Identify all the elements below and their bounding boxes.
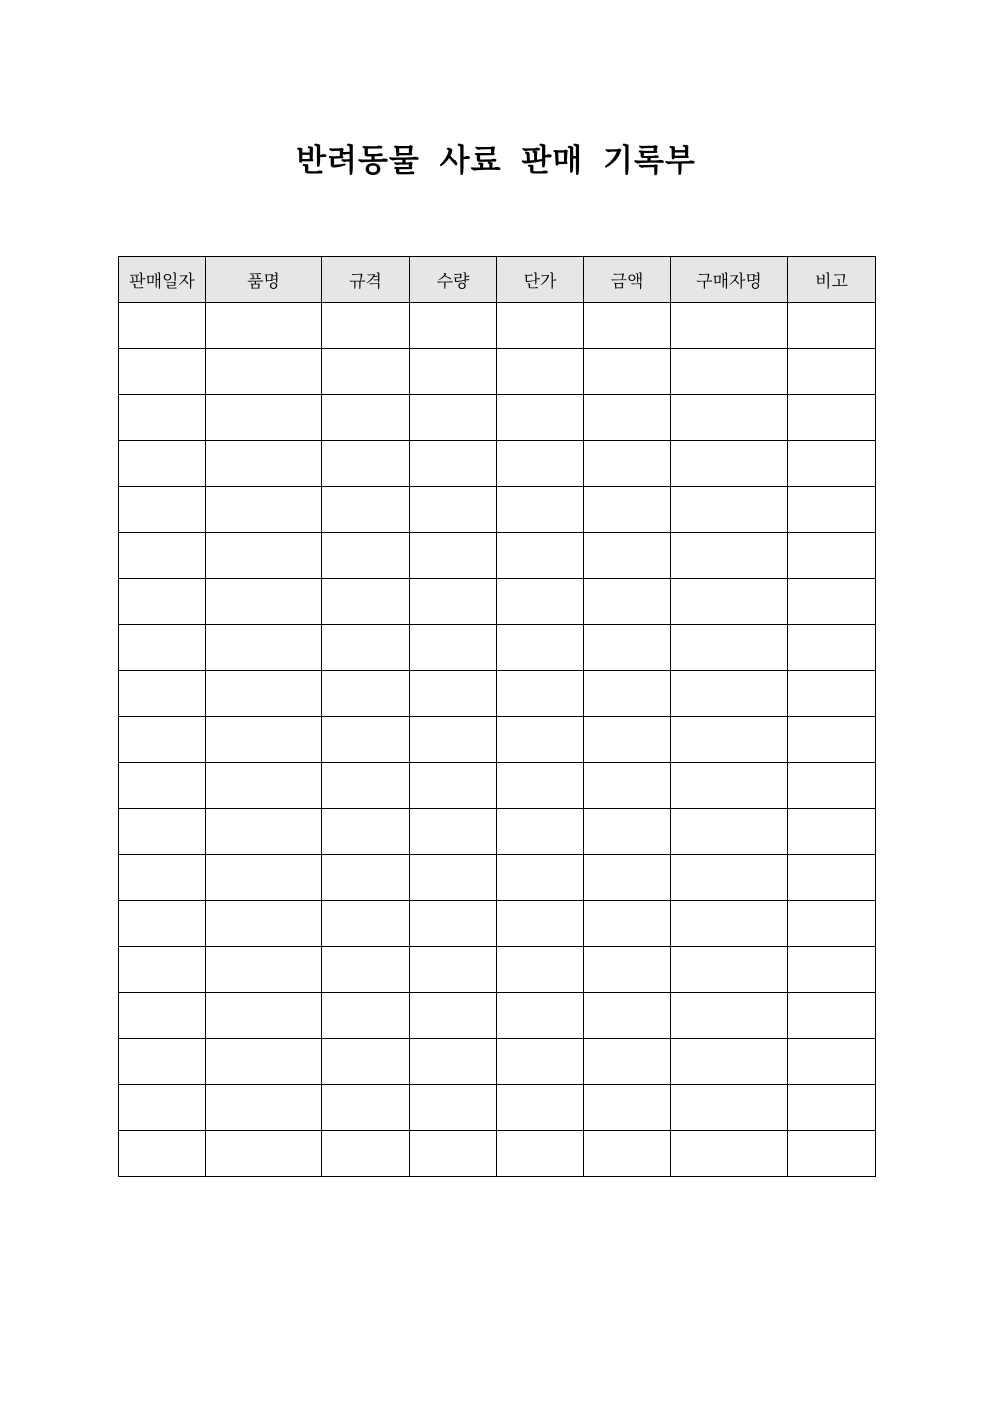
cell-remarks[interactable]: [788, 303, 876, 349]
cell-specification[interactable]: [322, 855, 410, 901]
table-row: [119, 855, 876, 901]
cell-product-name[interactable]: [206, 625, 322, 671]
cell-product-name[interactable]: [206, 1085, 322, 1131]
cell-unit-price[interactable]: [497, 671, 584, 717]
page-title: 반려동물 사료 판매 기록부: [296, 143, 696, 179]
table-row: [119, 579, 876, 625]
cell-remarks[interactable]: [788, 993, 876, 1039]
cell-amount[interactable]: [584, 855, 671, 901]
cell-amount[interactable]: [584, 1131, 671, 1177]
cell-unit-price[interactable]: [497, 901, 584, 947]
table-row: [119, 763, 876, 809]
cell-unit-price[interactable]: [497, 1039, 584, 1085]
cell-quantity[interactable]: [410, 1131, 497, 1177]
table-row: [119, 395, 876, 441]
table-row: [119, 809, 876, 855]
cell-buyer-name[interactable]: [671, 809, 788, 855]
cell-sale-date[interactable]: [119, 1039, 206, 1085]
cell-remarks[interactable]: [788, 901, 876, 947]
cell-specification[interactable]: [322, 487, 410, 533]
cell-buyer-name[interactable]: [671, 487, 788, 533]
cell-quantity[interactable]: [410, 1039, 497, 1085]
cell-remarks[interactable]: [788, 671, 876, 717]
table-row: [119, 487, 876, 533]
cell-unit-price[interactable]: [497, 1085, 584, 1131]
cell-buyer-name[interactable]: [671, 763, 788, 809]
cell-remarks[interactable]: [788, 487, 876, 533]
cell-sale-date[interactable]: [119, 717, 206, 763]
cell-quantity[interactable]: [410, 533, 497, 579]
cell-unit-price[interactable]: [497, 533, 584, 579]
cell-quantity[interactable]: [410, 1085, 497, 1131]
cell-amount[interactable]: [584, 441, 671, 487]
cell-sale-date[interactable]: [119, 993, 206, 1039]
table-row: [119, 1039, 876, 1085]
header-amount: 금액: [584, 257, 671, 303]
cell-buyer-name[interactable]: [671, 947, 788, 993]
cell-product-name[interactable]: [206, 441, 322, 487]
cell-unit-price[interactable]: [497, 763, 584, 809]
header-unit-price: 단가: [497, 257, 584, 303]
cell-quantity[interactable]: [410, 717, 497, 763]
cell-product-name[interactable]: [206, 671, 322, 717]
cell-specification[interactable]: [322, 533, 410, 579]
cell-amount[interactable]: [584, 901, 671, 947]
cell-unit-price[interactable]: [497, 625, 584, 671]
cell-amount[interactable]: [584, 303, 671, 349]
cell-quantity[interactable]: [410, 303, 497, 349]
cell-product-name[interactable]: [206, 809, 322, 855]
cell-product-name[interactable]: [206, 487, 322, 533]
cell-sale-date[interactable]: [119, 809, 206, 855]
header-product-name: 품명: [206, 257, 322, 303]
cell-buyer-name[interactable]: [671, 303, 788, 349]
cell-unit-price[interactable]: [497, 809, 584, 855]
table-row: [119, 1131, 876, 1177]
cell-amount[interactable]: [584, 809, 671, 855]
cell-remarks[interactable]: [788, 717, 876, 763]
cell-remarks[interactable]: [788, 1039, 876, 1085]
cell-quantity[interactable]: [410, 487, 497, 533]
cell-amount[interactable]: [584, 395, 671, 441]
cell-unit-price[interactable]: [497, 947, 584, 993]
cell-sale-date[interactable]: [119, 855, 206, 901]
cell-remarks[interactable]: [788, 1085, 876, 1131]
cell-product-name[interactable]: [206, 533, 322, 579]
cell-sale-date[interactable]: [119, 349, 206, 395]
cell-remarks[interactable]: [788, 441, 876, 487]
cell-buyer-name[interactable]: [671, 395, 788, 441]
cell-remarks[interactable]: [788, 947, 876, 993]
cell-quantity[interactable]: [410, 671, 497, 717]
cell-product-name[interactable]: [206, 763, 322, 809]
cell-specification[interactable]: [322, 625, 410, 671]
cell-quantity[interactable]: [410, 947, 497, 993]
cell-buyer-name[interactable]: [671, 533, 788, 579]
cell-product-name[interactable]: [206, 855, 322, 901]
cell-product-name[interactable]: [206, 947, 322, 993]
cell-remarks[interactable]: [788, 809, 876, 855]
cell-quantity[interactable]: [410, 579, 497, 625]
cell-buyer-name[interactable]: [671, 579, 788, 625]
cell-quantity[interactable]: [410, 901, 497, 947]
cell-buyer-name[interactable]: [671, 717, 788, 763]
cell-buyer-name[interactable]: [671, 671, 788, 717]
cell-specification[interactable]: [322, 1039, 410, 1085]
cell-unit-price[interactable]: [497, 993, 584, 1039]
table-body: [119, 303, 876, 1177]
cell-specification[interactable]: [322, 993, 410, 1039]
cell-product-name[interactable]: [206, 395, 322, 441]
cell-buyer-name[interactable]: [671, 1131, 788, 1177]
cell-product-name[interactable]: [206, 579, 322, 625]
cell-unit-price[interactable]: [497, 349, 584, 395]
cell-remarks[interactable]: [788, 349, 876, 395]
table-row: [119, 1085, 876, 1131]
cell-quantity[interactable]: [410, 809, 497, 855]
cell-amount[interactable]: [584, 625, 671, 671]
cell-remarks[interactable]: [788, 533, 876, 579]
cell-buyer-name[interactable]: [671, 441, 788, 487]
cell-specification[interactable]: [322, 395, 410, 441]
cell-specification[interactable]: [322, 947, 410, 993]
cell-amount[interactable]: [584, 487, 671, 533]
cell-quantity[interactable]: [410, 349, 497, 395]
cell-specification[interactable]: [322, 671, 410, 717]
header-quantity: 수량: [410, 257, 497, 303]
cell-specification[interactable]: [322, 441, 410, 487]
cell-remarks[interactable]: [788, 855, 876, 901]
cell-unit-price[interactable]: [497, 487, 584, 533]
table-row: [119, 993, 876, 1039]
cell-sale-date[interactable]: [119, 579, 206, 625]
header-remarks: 비고: [788, 257, 876, 303]
cell-buyer-name[interactable]: [671, 625, 788, 671]
cell-sale-date[interactable]: [119, 395, 206, 441]
cell-buyer-name[interactable]: [671, 1039, 788, 1085]
sales-record-table: [118, 256, 876, 1177]
cell-unit-price[interactable]: [497, 395, 584, 441]
cell-buyer-name[interactable]: [671, 855, 788, 901]
cell-sale-date[interactable]: [119, 487, 206, 533]
cell-quantity[interactable]: [410, 763, 497, 809]
cell-quantity[interactable]: [410, 993, 497, 1039]
table-row: [119, 533, 876, 579]
cell-specification[interactable]: [322, 809, 410, 855]
table-row: [119, 625, 876, 671]
cell-amount[interactable]: [584, 579, 671, 625]
cell-remarks[interactable]: [788, 579, 876, 625]
cell-sale-date[interactable]: [119, 1085, 206, 1131]
header-sale-date: 판매일자: [119, 257, 206, 303]
cell-specification[interactable]: [322, 763, 410, 809]
table-header-row: [119, 257, 876, 303]
cell-product-name[interactable]: [206, 993, 322, 1039]
cell-specification[interactable]: [322, 901, 410, 947]
cell-remarks[interactable]: [788, 395, 876, 441]
cell-sale-date[interactable]: [119, 441, 206, 487]
cell-unit-price[interactable]: [497, 579, 584, 625]
cell-buyer-name[interactable]: [671, 901, 788, 947]
cell-specification[interactable]: [322, 1131, 410, 1177]
cell-amount[interactable]: [584, 1085, 671, 1131]
cell-amount[interactable]: [584, 533, 671, 579]
table-row: [119, 717, 876, 763]
cell-unit-price[interactable]: [497, 855, 584, 901]
cell-unit-price[interactable]: [497, 717, 584, 763]
cell-specification[interactable]: [322, 349, 410, 395]
table-row: [119, 441, 876, 487]
cell-specification[interactable]: [322, 1085, 410, 1131]
cell-buyer-name[interactable]: [671, 349, 788, 395]
cell-quantity[interactable]: [410, 855, 497, 901]
cell-amount[interactable]: [584, 671, 671, 717]
cell-sale-date[interactable]: [119, 1131, 206, 1177]
cell-sale-date[interactable]: [119, 763, 206, 809]
cell-amount[interactable]: [584, 763, 671, 809]
cell-remarks[interactable]: [788, 763, 876, 809]
cell-remarks[interactable]: [788, 625, 876, 671]
header-specification: 규격: [322, 257, 410, 303]
cell-product-name[interactable]: [206, 1039, 322, 1085]
cell-product-name[interactable]: [206, 1131, 322, 1177]
cell-buyer-name[interactable]: [671, 993, 788, 1039]
cell-unit-price[interactable]: [497, 303, 584, 349]
cell-quantity[interactable]: [410, 395, 497, 441]
cell-quantity[interactable]: [410, 441, 497, 487]
cell-sale-date[interactable]: [119, 671, 206, 717]
cell-sale-date[interactable]: [119, 303, 206, 349]
cell-remarks[interactable]: [788, 1131, 876, 1177]
cell-product-name[interactable]: [206, 303, 322, 349]
cell-product-name[interactable]: [206, 901, 322, 947]
cell-amount[interactable]: [584, 1039, 671, 1085]
cell-specification[interactable]: [322, 717, 410, 763]
cell-buyer-name[interactable]: [671, 1085, 788, 1131]
cell-unit-price[interactable]: [497, 441, 584, 487]
cell-unit-price[interactable]: [497, 1131, 584, 1177]
table-row: [119, 671, 876, 717]
cell-specification[interactable]: [322, 579, 410, 625]
header-buyer-name: 구매자명: [671, 257, 788, 303]
table-row: [119, 349, 876, 395]
cell-specification[interactable]: [322, 303, 410, 349]
cell-sale-date[interactable]: [119, 947, 206, 993]
cell-sale-date[interactable]: [119, 625, 206, 671]
cell-product-name[interactable]: [206, 349, 322, 395]
cell-amount[interactable]: [584, 349, 671, 395]
table-row: [119, 901, 876, 947]
table-row: [119, 947, 876, 993]
cell-amount[interactable]: [584, 947, 671, 993]
cell-quantity[interactable]: [410, 625, 497, 671]
cell-product-name[interactable]: [206, 717, 322, 763]
table-row: [119, 303, 876, 349]
cell-amount[interactable]: [584, 717, 671, 763]
cell-sale-date[interactable]: [119, 533, 206, 579]
cell-sale-date[interactable]: [119, 901, 206, 947]
cell-amount[interactable]: [584, 993, 671, 1039]
